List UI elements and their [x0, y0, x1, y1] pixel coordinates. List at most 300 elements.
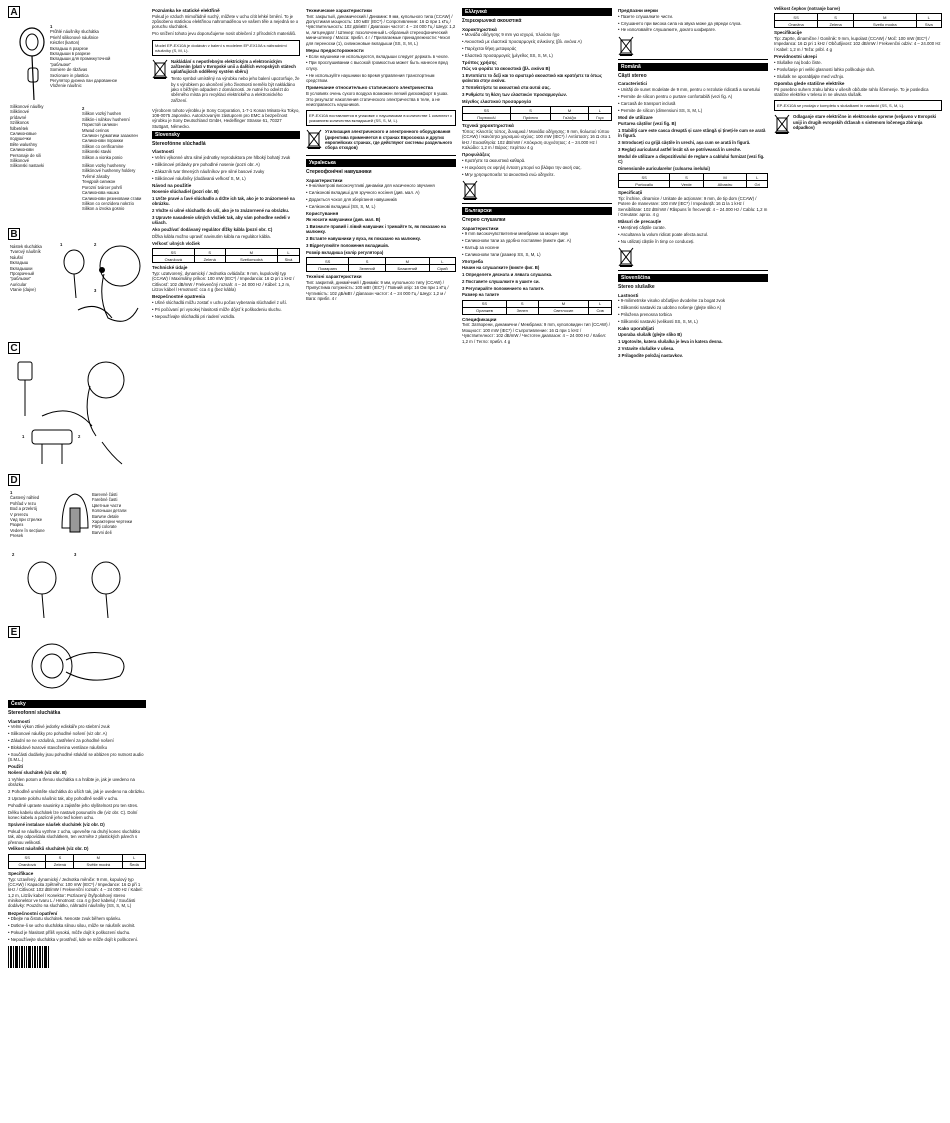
figure-d-num-2: 2	[12, 552, 15, 557]
static-sl: Pri posebno suhem zraku lahko v ušesih občutite rahlo ščemenje. To je posledica statične elektrike v telesu in ne okvara slušalk.	[774, 86, 929, 98]
usage-sub-ro: Purtarea căștilor (vezi fig. B)	[618, 120, 677, 126]
figure-a-num-1: 1	[50, 24, 53, 29]
feature-uk-3: • Силіконові вкладиші (SS, S, M, L)	[306, 203, 376, 209]
feature-cs-1: • Silikonové náušky pro pohodlné nošení (viz obr. A)	[8, 731, 107, 737]
features-heading-el: Χαρακτηριστικά	[462, 26, 497, 32]
size-color-uk-1: Зелений	[349, 265, 385, 272]
size-color-bg-3: Сив	[589, 307, 612, 314]
static-doc-cs: Pro snížení tohoto jevu doporučujeme nosit oblečení z přírodních materiálů.	[152, 31, 297, 37]
weee-block-el	[462, 180, 612, 200]
weee-body-cs: Tento symbol umístěný na výrobku nebo jeho balení upozorňuje, že by s výrobkem po ukončení jeho životnosti nemělo být nakládáno jako s běžným odpadem z domácnosti. Je nutné ho odvézt do sběrného místa pro recyklaci elektrického a elektronického zařízení.	[171, 76, 300, 103]
size-bg-0: SS	[463, 300, 507, 307]
figure-a-right-bottom-3: Mīwad cerinos	[82, 127, 109, 133]
figure-a-right-top-4: Вкладыши в разрезе	[50, 51, 91, 57]
weee-block-ru	[306, 129, 456, 152]
package-notice-sl: EP-EX10A se prodaja v kompletu s slušalkami in nastavki (SS, S, M, L).	[774, 100, 942, 111]
figure-a-left-7: Bête walushny	[10, 141, 38, 147]
size-cs-1: S	[46, 854, 74, 861]
feature-sk-3: • Silikónové náušníky (dodávaná veľkosť S, M, L)	[152, 175, 246, 181]
figure-a-num-2: 2	[82, 106, 85, 111]
usage-heading-ro: Mod de utilizare	[618, 114, 653, 120]
title-sk: Stereofónne slúchadlá	[152, 141, 206, 148]
figure-a-left-1: Silikónové	[10, 109, 30, 115]
spec-el: Τύπος: Κλειστός τύπος, δυναμικά / Μονάδα οδήγησης: 9 mm, θολωτού τύπου (CCAW) / Ικανότητα χειρισμού ισχύος: 100 mW (IEC*) / Αντίσταση: 16 Ω στο 1 kHz / Ευαισθησία: 102 dB/mW / Απόκριση συχνότητας: 4 – 24.000 Hz / Καλώδιο: 1,2 m / Βάρος: περίπου 4 g	[462, 128, 611, 150]
feature-cs-2: • Záludní se ne vzdušná, zastřelení za pohodlné nošení	[8, 737, 114, 743]
safety-sl-2: • Slušalk ne uporabljajte med vožnjo.	[774, 73, 845, 79]
feature-el-0: • Μονάδα οδήγησης 9 mm για ισχυρό, πλούσιο ήχο	[462, 32, 560, 38]
figure-c	[8, 342, 146, 472]
size-color-el-3: Γκρι	[588, 114, 611, 121]
static-ru: В условиях очень сухого воздуха возможен легкий дискомфорт в ушах. Это результат накопления статического электричества в теле, а не неисправность наушников.	[306, 91, 449, 107]
figure-d-left-2: Bod a przekrój	[10, 506, 37, 512]
spec-heading-el: Τεχνικά χαρακτηριστικά	[462, 123, 514, 129]
size-bg-1: S	[506, 300, 538, 307]
weee-block-cs	[152, 59, 300, 105]
size-uk-2: M	[385, 258, 429, 265]
figure-d-right-0: Barevné části	[92, 492, 118, 497]
figure-a-left-8: Силиконови	[10, 147, 34, 153]
spec-heading-cs: Specifikace	[8, 870, 34, 876]
safety-heading-ro: Măsuri de precauție	[618, 219, 662, 225]
weee-title-cs: Nakládání s nepotřebným elektrickým a elektronickým zařízením (platí v Evropské unii a dalších evropských státech uplatňujících oddělený systém sběru)	[171, 58, 296, 75]
features-heading-uk: Характеристики	[306, 177, 343, 183]
feature-bg-0: • 9 mm високочувствителни мембрани за мощен звук	[462, 231, 569, 237]
size-el-3: L	[588, 107, 611, 114]
safety-cs-2: • Pokud je hlasitost příliš vysoká, může dojít k poškození sluchu.	[8, 930, 131, 936]
size-color-cs-1: Zelená	[46, 861, 74, 868]
safety-sl-0: • Slušalke naj bodo čiste.	[774, 59, 822, 65]
figure-d-right-2: Цветные части	[92, 502, 122, 508]
usage-uk-0: 1 Визначте правий і лівий навушник і тримайте їх, як показано на малюнку.	[306, 223, 446, 235]
size-color-ro-1: Verde	[670, 181, 703, 188]
size-cs-0: SS	[9, 854, 46, 861]
feature-bg-2: • Калъф за носене	[462, 245, 500, 250]
section-lang-sk: Slovensky	[152, 131, 300, 139]
size-sl-3: L	[916, 14, 941, 21]
figure-d-num-1: 1	[10, 490, 13, 495]
figure-d-right-6: Părți colorate	[92, 524, 117, 530]
feature-el-1: • Ακουστικά με ελαστικά προσαρμογείς σιλικόνης (βλ. εικόνα A)	[462, 39, 582, 45]
size-heading-sl: Velikost čepkov (notranje barve)	[774, 6, 840, 11]
weee-block-ro	[618, 247, 768, 267]
figure-d-right-4: Barwne detale	[92, 513, 119, 519]
figure-d-right-5: Характерни чертежи	[92, 519, 133, 525]
figure-c-letter: C	[8, 342, 20, 354]
weee-block-bg	[618, 36, 768, 56]
feature-sk-0: • Veľmi výkonné ultra silné jednotky reproduktora pre hlboký bohatý zvuk	[152, 155, 291, 161]
figure-b-num-1: 1	[60, 242, 63, 247]
figure-a-right-top-5: Вкладыши для промежуточной	[50, 56, 111, 62]
static-heading-sl: Opomba glede statične elektrike	[774, 80, 845, 86]
size-color-sk-3: Sivá	[277, 256, 299, 263]
figure-b-label-0: Nástek sluchátka	[10, 244, 42, 249]
figure-a-left-11: Silikonski nastavki	[10, 163, 44, 169]
spec-uk: Тип: закритий, динамічний / Динамік: 9 мм, купольного типу (CCAW) / Припустима потужність: 100 мВт (IEC*) / Повний опір: 16 Ом при 1 кГц / Чутливість: 102 дБ/мВт / Діапазон частот: 4 – 24 000 Гц / Шнур: 1,2 м / Вага: прибл. 4 г	[306, 279, 449, 302]
figure-a-right-bottom2-4: Porozní tvárcer pohrlí	[82, 184, 123, 190]
size-sk-1: S	[194, 249, 225, 256]
weee-title-ru: Утилизация электрического и электронного оборудования (директива применяется в странах Евросоюза и других европейских странах, где действуют системы раздельного сбора отходов)	[325, 129, 453, 151]
feature-bg-1: • Силиконови тапи за удобно поставяне (вижте фиг. A)	[462, 238, 572, 244]
earbud-pair-illustration	[14, 558, 142, 620]
usage-heading-el: Τρόπος χρήσης	[462, 60, 497, 66]
feature-cs-0: • Velmi výkon ztlivé jedorky ediskáře pro stiebrní zvuk	[8, 724, 110, 730]
usage-sk-0: 1 Určte pravé a ľavé slúchadlo a držte ich tak, ako je to znázornené na obrázku.	[152, 195, 295, 207]
size-color-sl-1: Zelena	[818, 21, 854, 28]
spec-sk: Typ: uzatvorený, dynamický / Jednotka ovládača: 9 mm, kupolovitý typ (CCAW) / Maximálny príkon: 100 mW (IEC*) / Impedancia: 16 Ω pri 1 kHz / Citlivosť: 102 dB/mW / Frekvenčný rozsah: 4 – 24 000 Hz / Kábel: 1,2 m, Litzov kábel / Hmotnosť: cca 4 g (bez kábla)	[152, 270, 295, 292]
size-table-cs	[8, 854, 146, 869]
size-ro-2: M	[703, 174, 747, 181]
figure-a-right-top-1: Priehľ silikonové náušnice	[50, 34, 99, 40]
features-heading-sl: Lastnosti	[618, 292, 639, 298]
chars-heading-ru: Технические характеристики	[306, 8, 372, 13]
chars-ru: Тип: закрытый, динамический / Динамик: 9 мм, купольного типа (CCAW) / Допустимая мощность: 100 мВт (IEC*) / Сопротивление: 16 Ω при 1 кГц / Чувствительность: 102 дБ/мВт / Диапазон частот: 4 – 24 000 Гц / Шнур: 1,2 м, литцендрат / Штекер: позолоченный L-образный стереофонический мини-штекер / Масса: прибл. 4 г / Прилагаемые принадлежности: Чехол для переноски (1), силиконовые вкладыши (SS, S, M, L)	[306, 13, 456, 46]
size-uk-1: S	[349, 258, 385, 265]
feature-sl-3: • Silikonski nastavki (velikosti SS, S, M, L)	[618, 318, 698, 324]
usage-cs-2: 3 Upravte polohu náušnic tak, aby pohodlně seděl v uchu.	[8, 796, 119, 802]
feature-ro-0: • Unități de sunet modelate de 9 mm, pentru o rezolutie ridicată a sunetului	[618, 87, 760, 93]
figure-a-right-bottom2-0: Silikon vozky hushenny	[82, 163, 126, 169]
feature-el-2: • Παρέχεται θήκη μεταφοράς	[462, 45, 517, 51]
size-el-2: M	[551, 107, 588, 114]
feature-sk-1: • Silikónové prídavky pre pohodlné nosenie (pozri obr. A)	[152, 162, 260, 168]
safety-heading-cs: Bezpečnostní opatření	[8, 910, 58, 916]
size-ro-0: SS	[619, 174, 670, 181]
title-sl: Stereo slušalke	[618, 284, 655, 291]
usage-bg-0: 1 Определете дясната и лявата слушалка.	[462, 271, 553, 277]
size-sl-1: S	[818, 14, 854, 21]
figure-a-left-6: подушечки	[10, 136, 31, 142]
figure-a-left-2: prídavné	[10, 114, 27, 120]
feature-uk-1: • Силіконові вкладиші для зручного носіння (див. мал. A)	[306, 190, 420, 196]
figure-a-right-top-6: "рабльоки"	[50, 61, 71, 67]
static-heading-ru: Примечание относительно статического электричества	[306, 85, 434, 91]
safety-ro-1: • Ascultarea la volum ridicat poate afecta auzul.	[618, 231, 709, 237]
figure-a-right-bottom2-7: Silikon co cenzidera nokrzio	[82, 200, 134, 206]
figure-d-right-1: Farebné časti	[92, 497, 118, 503]
feature-sl-1: • Silikonski nastavki za udobno nošenje (glejte sliko A)	[618, 305, 722, 311]
safety-heading-sk: Bezpečnostné opatrenia	[152, 294, 206, 300]
size-table-bg	[462, 300, 612, 315]
spec-heading-ro: Specificații	[618, 190, 643, 196]
figure-b-letter: B	[8, 228, 20, 240]
usage-ro-1: 2 Introduceți cu grijă căștile în urechi, așa cum se arată în figură.	[618, 139, 751, 145]
wearing-illustration	[58, 238, 146, 338]
crossed-bin-icon	[152, 59, 168, 79]
figure-b-label-6: "рабльоки"	[10, 276, 31, 282]
feature-ro-1: • Permite de silicon pentru o purtare confortabilă (vezi fig. A)	[618, 93, 733, 99]
usage-sl-0: 1 Ugotovite, katera slušalka je leva in katera desna.	[618, 338, 723, 344]
adj-cs: Pokud se náušku vytrhne z ucha, upevněte na druhý konec sluchátko tak, aby odpovídala sluchátkem, ten vezměte z plastických párech s přesnou velikostí.	[8, 828, 141, 845]
column-2	[152, 6, 300, 1117]
figure-d-right-3: Колоньши детали	[92, 508, 127, 514]
section-lang-el: Ελληνικά	[462, 8, 612, 16]
size-color-bg-0: Оранжев	[463, 307, 507, 314]
size-color-uk-0: Помаранч	[307, 265, 349, 272]
size-heading-cs: Velikost náušníků sluchátek (viz obr. D)	[8, 846, 89, 852]
figure-d-left-0: Častený náhled	[10, 495, 40, 501]
usage-el-1: 2 Τοποθετήστε τα ακουστικά στα αυτιά σας.	[462, 84, 551, 90]
feature-uk-0: • 9-міліметрові високочутливі динаміки для насиченого звучання	[306, 183, 435, 189]
size-uk-3: L	[429, 258, 455, 265]
size-color-sl-2: Svetlo modra	[854, 21, 917, 28]
figure-a-right-bottom-1: Silikón-i náhkov hushenní	[82, 116, 130, 122]
figure-a-right-bottom2-3: Тендрой силикон	[82, 179, 116, 185]
size-sk-3: L	[277, 249, 299, 256]
spec-heading-sk: Technické údaje	[152, 265, 188, 271]
feature-cs-4: • Součásti dodávky jsou pohodlné stlukátí se ablázen pro nutnost audio (S.M.L.)	[8, 751, 144, 763]
figure-d	[8, 474, 146, 624]
spec-heading-bg: Спецификации	[462, 316, 497, 322]
barcode	[8, 946, 146, 968]
size-color-sl-0: Oranžna	[775, 21, 818, 28]
size-table-sl	[774, 13, 942, 28]
figure-a-right-bottom-6: Silikon co cerificamine	[82, 143, 124, 149]
title-el: Στερεοφωνικά ακουστικά	[462, 18, 522, 25]
size-table-ro	[618, 173, 768, 188]
usage-sk-2: 3 Upravte nasadenie ušných vložiek tak, aby vám pohodlne sedeli v ušiach.	[152, 214, 291, 226]
size-color-ro-2: Albastru	[703, 181, 747, 188]
size-color-sk-2: Svetlomodrá	[225, 256, 277, 263]
size-el-0: SS	[463, 107, 511, 114]
figure-a-right-bottom-5: Силиконови поражки	[82, 138, 123, 144]
safety-sk-2: • Nepoužívajte slúchadlá pri riadení vozidla.	[152, 313, 236, 319]
feature-ro-2: • Carcasă de transport inclusă	[618, 100, 676, 106]
figure-a-right-bottom-7: Silikonski stavki	[82, 149, 112, 155]
size-heading-uk: Розмір вкладиша (колір регулятора)	[306, 249, 384, 255]
column-1	[8, 6, 146, 1117]
figure-d-left-4: Vид при стрелке	[10, 517, 43, 523]
usage-heading-cs: Použití	[8, 764, 24, 770]
size-bg-3: L	[589, 300, 612, 307]
safety-heading-ru: Меры предосторожности	[306, 47, 364, 53]
usage-sub-cs: Nošení sluchátek (viz obr. B)	[8, 770, 67, 776]
usage-sub-sk: Nosenie slúchadiel (pozri obr. B)	[152, 188, 219, 194]
column-3	[306, 6, 456, 1117]
figure-a-right-top-2: Készlet (karton)	[50, 40, 80, 46]
cable-heading-ro: Modul de utilizare a dispozitivului de reglare a cablului furnizat (vezi fig. C)	[618, 153, 765, 164]
crossed-bin-icon	[306, 129, 322, 149]
figure-a-left-5: Силиконовые	[10, 131, 37, 137]
size-color-el-1: Πράσινο	[510, 114, 551, 121]
usage-sl-1: 2 Vstavite slušalke v ušesa.	[618, 345, 675, 351]
safety-sk-0: • Ušné slúchadlá môžu zostať v uchu počas vyberania slúchadiel z uší.	[152, 300, 287, 306]
usage-ro-2: 3 Reglați auricularul astfel încât să se potrivească în ureche.	[618, 146, 742, 152]
figure-d-left-1: Pohľad v rezu	[10, 500, 36, 506]
safety-sk-1: • Pri počúvaní pri vysokej hlasitosti môže dôjsť k poškodeniu sluchu.	[152, 306, 282, 312]
safety-ro-0: • Mențineți căștile curate.	[618, 225, 666, 230]
crossed-bin-icon	[774, 114, 790, 134]
earbud-illustration	[12, 24, 52, 104]
title-cs: Stereofonní sluchátka	[8, 710, 61, 717]
cable-heading-sk: Ako používať dodávaný regulátor dĺžky kábla (pozri obr. C)	[152, 227, 273, 233]
size-cs-3: L	[123, 854, 146, 861]
usage-sk-1: 2 Vložte si ušné slúchadlo do uší, ako je to znázornené na obrázku.	[152, 207, 290, 213]
size-color-uk-2: Блакитний	[385, 265, 429, 272]
safety-bg-1: • Слушането при висока сила на звука може да увреди слуха.	[618, 20, 742, 26]
figure-a-right-bottom2-8: Silikon a izvoka gosnio	[82, 206, 125, 212]
feature-sl-0: • 9-milimetrske visoko občutljive dvodelne za bogat zvok	[618, 298, 726, 304]
safety-el-2: • Μην χρησιμοποιείτε τα ακουστικά ενώ οδηγείτε.	[462, 171, 555, 177]
safety-sl-1: • Poslušanje pri veliki glasnosti lahko poškoduje sluh.	[774, 66, 876, 72]
size-heading-el: Μέγεθος ελαστικού προσαρμογέα	[462, 98, 531, 104]
usage-cs-3: Pohodlně upravte nausinky a zajistěte jeho slyšitelnost pro ten stres.	[8, 802, 139, 808]
size-color-cs-2: Světle modrá	[74, 861, 123, 868]
size-table-uk	[306, 257, 456, 272]
safety-cs-0: • Dbejte na čistotu sluchátek. Nenoste zvuk během spánku.	[8, 916, 122, 922]
usage-cs-4: Délku kabelu sluchátek lze nastavit posunutím dle (viz obr. C). Dolní konec kabelu a pazícně jeho teď kolem uchu.	[8, 809, 138, 821]
figure-a-left-9: Personaje de sili	[10, 152, 41, 158]
usage-sub-uk: Як носити навушники (див. мал. B)	[306, 217, 381, 223]
spec-heading-sl: Specifikacije	[774, 30, 802, 36]
figure-c-num-1: 1	[22, 434, 25, 439]
safety-el-0: • Κρατήστε τα ακουστικά καθαρά.	[462, 157, 526, 163]
usage-bg-2: 3 Регулирайте положението на тапите.	[462, 285, 545, 291]
safety-el-1: • Η ακρόαση σε υψηλή ένταση μπορεί να βλάψει την ακοή σας.	[462, 164, 582, 170]
weee-title-sl: Odlaganje stare električne in elektronske opreme (veljavno v Evropski uniji in drugih evropskih državah s sistemom ločenega zbiranja odpadkov)	[793, 114, 937, 131]
carrying-case-illustration	[22, 636, 136, 696]
figure-b-label-7: Auricular	[10, 281, 27, 287]
usage-heading-bg: Употреба	[462, 259, 484, 265]
static-body-cs: Pokud je vzduch mimořádně suchý, můžete v uchu cítit lehké brnění. To je způsobeno statickou elektřinou nahromaděnou ve vašem těle a nejedná se o poruchu sluchátek.	[152, 13, 299, 30]
size-sl-2: M	[854, 14, 917, 21]
size-color-sl-3: Siva	[916, 21, 941, 28]
figure-a-right-top-10: Vloženie náušnic	[50, 83, 82, 89]
manufacturer-cs: Výrobcem tohoto výrobku je Sony Corporation, 1-7-1 Konan Minato-ku Tokyo, 108-0075 Japonsko. Autorizovaným zástupcem pro EMC a bezpečnost výrobku je Sony Deutschland GmbH, Hedelfinger Strasse 61, 70327 Stuttgart, Německo.	[152, 107, 300, 129]
figure-c-num-2: 2	[78, 434, 81, 439]
spec-heading-uk: Технічні характеристики	[306, 274, 362, 280]
safety-ru-0: • Если наушники не используются, вкладыши следует держать в чехле.	[306, 53, 449, 59]
feature-sk-2: • Zákazník tvar tlmených náušníkov pre silné basové zvuky	[152, 168, 265, 174]
section-lang-bg: Български	[462, 207, 612, 215]
figure-b-num-3: 3	[94, 288, 97, 293]
size-heading-bg: Размер на тапите	[462, 292, 500, 298]
weee-block-sl	[774, 114, 942, 134]
figure-a-right-bottom-8: Silikon a vionka ponio	[82, 154, 123, 160]
figure-d-num-3: 3	[74, 552, 77, 557]
figure-b-label-5: Прозрачный	[10, 271, 34, 277]
figure-a-right-top-3: Вкладыш в разрезе	[50, 45, 89, 51]
size-color-el-0: Πορτοκαλί	[463, 114, 511, 121]
safety-ro-2: • Nu utilizați căștile în timp ce conduceți.	[618, 238, 695, 244]
figure-d-left-5: Разрез	[10, 522, 24, 528]
features-heading-sk: Vlastnosti	[152, 149, 174, 155]
eartip-section-illustration	[58, 488, 92, 538]
feature-el-3: • Ελαστικά προσαρμογείς (μέγεθος SS, S, M, L)	[462, 52, 553, 58]
figure-a-right-top-9: Регулятор диэнна пан дарованное	[50, 78, 118, 84]
size-color-bg-2: Светлосин	[538, 307, 589, 314]
figure-b-label-4: Вкладышки	[10, 265, 33, 271]
package-notice-ru: EP-EX10A поставляется в упаковке с наушниками в количестве 1 комплект с указанием количества вкладышей (SS, S, M, L).	[306, 110, 456, 126]
usage-bg-1: 2 Поставете слушалките в ушите си.	[462, 278, 540, 284]
figure-a-right-bottom2-6: Силиконови резиновани стави	[82, 195, 142, 201]
package-notice-cs: Model EP-EX10A je dodáván v balení s modelem EP-EX10A s náhradními náušníky (S, M, L).	[152, 40, 300, 56]
size-sl-0: SS	[775, 14, 818, 21]
size-color-el-2: Γαλάζιο	[551, 114, 588, 121]
section-lang-uk: Українська	[306, 159, 456, 167]
figure-e-letter: E	[8, 626, 20, 638]
usage-el-0: 1 Εντοπίστε το δεξί και το αριστερό ακουστικό και κρατήστε τα όπως φαίνεται στην εικόνα.	[462, 72, 602, 84]
feature-sl-2: • Priložena prenosna torbica	[618, 312, 672, 318]
usage-cs-1: 2 Pohodlně umístěte sluchátka do uších tak, jak je uvedeno na obrázku.	[8, 789, 145, 795]
cable-sk: Dĺžka kábla možno upraviť navinutím kábla na regulátor kábla.	[152, 233, 271, 239]
figure-b-label-1: Tvarový náušník	[10, 249, 41, 255]
usage-uk-1: 2 Вставте навушники у вуха, як показано на малюнку.	[306, 236, 421, 242]
size-color-uk-3: Сірий	[429, 265, 455, 272]
usage-heading-uk: Користування	[306, 211, 339, 217]
figure-d-left-6: Vedere în secțiune	[10, 527, 45, 533]
features-heading-cs: Vlastnosti	[8, 718, 30, 724]
usage-sub-el: Πώς να φοράτε τα ακουστικά (βλ. εικόνα B)	[462, 65, 551, 71]
size-uk-0: SS	[307, 258, 349, 265]
title-uk: Стереофонічні навушники	[306, 169, 372, 176]
figure-d-left-7: Presek	[10, 533, 24, 539]
crossed-bin-icon	[618, 36, 634, 56]
column-4	[462, 6, 612, 1117]
crossed-bin-icon	[618, 247, 634, 267]
figure-a-right-bottom-4: Силикон гурматики зазаклен	[82, 133, 138, 139]
feature-uk-2: • Додається чохол для зберігання навушників	[306, 197, 397, 203]
size-color-sk-0: Oranžová	[153, 256, 195, 263]
size-color-cs-0: Oranžová	[9, 861, 46, 868]
figure-a-right-bottom2-5: Силиконова нашка	[82, 190, 119, 196]
size-heading-sk: Veľkosť ušných vložiek	[152, 240, 200, 246]
figure-a-right-top-8: Sezionare in plastica	[50, 72, 89, 78]
figure-a	[8, 6, 146, 212]
usage-ro-0: 1 Stabiliți care este casca dreaptă și care stângă și țineți-le cum se arată în figură.	[618, 127, 766, 138]
figure-a-right-bottom-0: Silikon vozký hushen	[82, 111, 122, 117]
usage-heading-sk: Návod na použitie	[152, 183, 192, 189]
spec-cs: Typ: Uzavřený, dynamický / Jednotka měniče: 9 mm, kopulový typ (CCAW) / Kapacita zpětného: 100 mW (IEC*) / Impedance: 16 Ω při 1 kHz / Citlivost: 102 dB/mW / Frekvenční rozsah: 4 – 24 000 Hz / Kabel: 1,2 m, Litzův kabel / Konektor: Pozlacený čtyřpolohový stereo minikonektor ve tvaru L / Hmotnost: cca 4 g (bez kabelu) / Součásti dodávky: Pouzdro na sluchátko, náhradní náušníky (SS, S, M, L)	[8, 876, 143, 909]
crossed-bin-icon	[462, 180, 478, 200]
safety-heading-el: Προφυλάξεις	[462, 152, 491, 158]
figure-b-num-2: 2	[94, 242, 97, 247]
size-color-sk-1: Zelená	[194, 256, 225, 263]
spec-ro: Tip: închise, dinamice / Unitate de acționare: 9 mm, de tip dom (CCAW) / Putere de manevrare: 100 mW (IEC*) / Impedanță: 16 Ω la 1 kHz / Sensibilitate: 102 dB/mW / Răspuns în frecvență: 4 – 24.000 Hz / Cablu: 1,2 m / Greutate: aprox. 4 g	[618, 195, 768, 217]
usage-sl-2: 3 Prilagodite položaj nastavkov.	[618, 352, 683, 358]
size-table-sk	[152, 248, 300, 263]
features-heading-bg: Характеристики	[462, 225, 499, 231]
size-sk-0: SS	[153, 249, 195, 256]
section-lang-sl: Slovenščina	[618, 274, 768, 282]
size-color-cs-3: Šedá	[123, 861, 146, 868]
safety-heading-bg: Предпазни мерки	[618, 8, 659, 13]
column-5	[618, 6, 768, 1117]
usage-uk-2: 3 Відрегулюйте положення вкладишів.	[306, 243, 390, 249]
figure-b-label-2: Náušní	[10, 254, 24, 260]
title-ro: Căști stereo	[618, 73, 647, 80]
features-heading-ro: Caracteristici	[618, 81, 648, 87]
safety-cs-1: • Dotkne-li se ucho sluchátka silnou silou, může se náušník uvolnit.	[8, 923, 136, 929]
size-table-el	[462, 106, 612, 121]
usage-el-2: 3 Ρυθμίστε τη θέση των ελαστικών προσαρμογέων.	[462, 91, 568, 97]
size-sk-2: M	[225, 249, 277, 256]
usage-sub-sl: Uporaba slušalk (glejte sliko B)	[618, 331, 682, 337]
spec-bg: Тип: Затворени, динамични / Мембрана: 9 mm, куполовиден тип (CCAW) / Мощност: 100 mW (IEC*) / Съпротивление: 16 Ω при 1 kHz / Чувствителност: 102 dB/mW / Честотен диапазон: 4 – 24 000 Hz / Кабел: 1,2 m / Тегло: прибл. 4 g	[462, 322, 610, 344]
safety-ru-1: • При прослушивании с высокой громкостью может быть нанесен вред слуху.	[306, 60, 448, 71]
safety-heading-sl: Previdnostni ukrepi	[774, 54, 817, 60]
usage-cs-0: 1 Vyhlen potom a třenou sluchátka s a hrábte je, jak je uvedeno na obrázku.	[8, 776, 135, 788]
size-cs-2: M	[74, 854, 123, 861]
size-ro-1: S	[670, 174, 703, 181]
figure-b-label-8: Vtanie (dajve)	[10, 287, 36, 293]
size-heading-ro: Dimensiunile auricularelor (culoarea inelului)	[618, 165, 710, 171]
figure-a-left-10: Silikonové	[10, 158, 30, 164]
feature-cs-3: • Blokádové tvarové stavoženina ventilace náušníku	[8, 744, 107, 750]
section-lang-ro: Română	[618, 63, 768, 71]
size-ro-3: L	[747, 174, 768, 181]
figure-a-right-top-7: Somiere de răzăvas	[50, 67, 88, 73]
figure-d-right-7: Barvni deli	[92, 529, 112, 535]
